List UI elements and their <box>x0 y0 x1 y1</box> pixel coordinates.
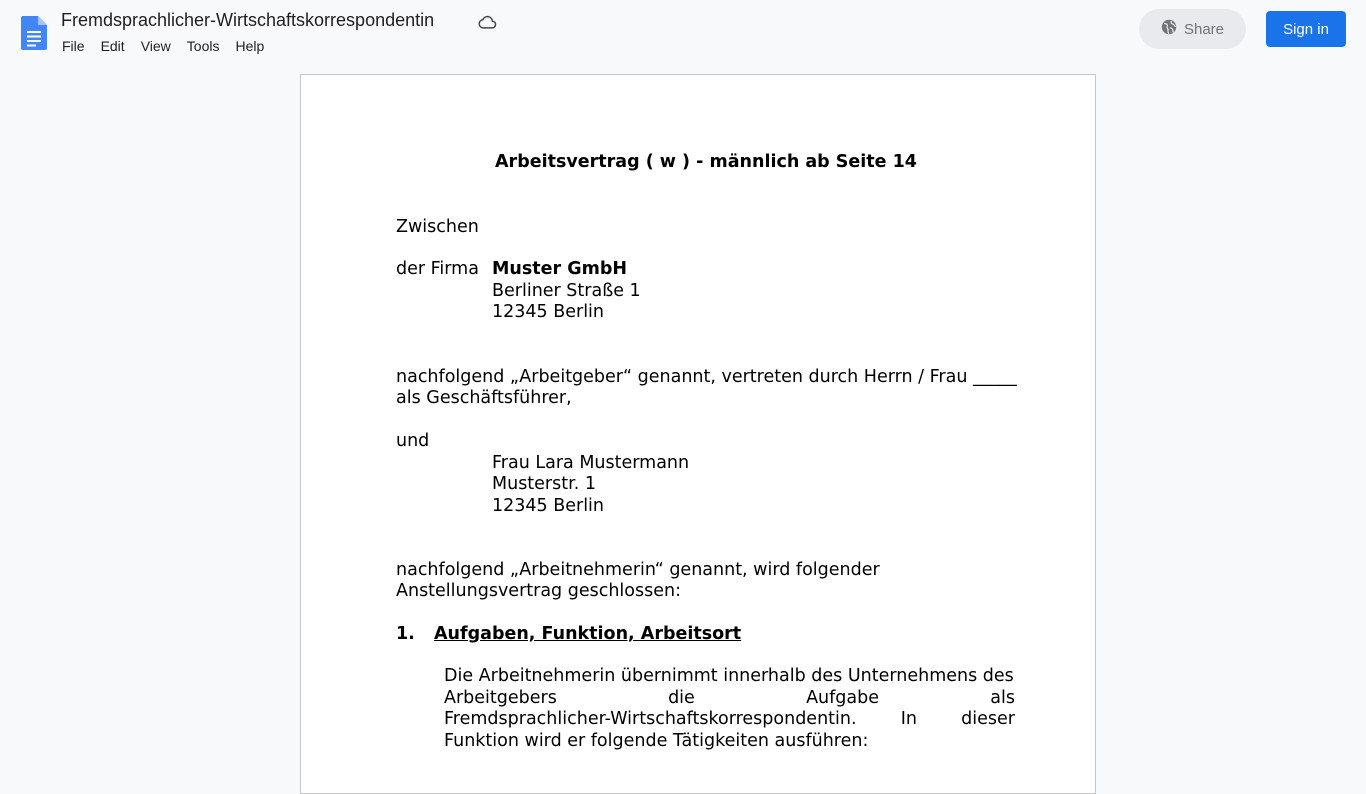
paragraph-word: dieser <box>961 709 1015 729</box>
paragraph-line <box>444 666 1015 688</box>
cloud-status-icon[interactable] <box>477 13 497 36</box>
employer-street: Berliner Straße 1 <box>492 281 641 301</box>
paragraph-word: Arbeitgebers <box>444 687 557 708</box>
paragraph-word: In <box>900 709 917 729</box>
employer-name: Muster GmbH <box>492 259 628 279</box>
document-title[interactable]: Fremdsprachlicher-Wirtschaftskorrespondentin <box>61 10 435 30</box>
globe-icon <box>1161 19 1177 39</box>
paragraph-word: als <box>990 687 1015 708</box>
employer-description-line: als Geschäftsführer, <box>396 388 572 408</box>
paragraph-word: Aufgabe <box>806 687 880 708</box>
employee-name: Frau Lara Mustermann <box>492 453 690 473</box>
and-text: und <box>396 431 430 451</box>
document-page[interactable] <box>300 74 1096 794</box>
paragraph-word: Die Arbeitnehmerin übernimmt innerhalb des Unternehmens des <box>444 666 1014 686</box>
paragraph-word: die <box>668 687 695 708</box>
employee-description-line: Anstellungsvertrag geschlossen: <box>396 581 681 601</box>
paragraph-line <box>444 688 1015 710</box>
sign-in-button[interactable]: Sign in <box>1266 11 1346 47</box>
share-label: Share <box>1183 20 1225 38</box>
paragraph-line <box>444 731 1015 753</box>
section-paragraph <box>444 666 1015 752</box>
menu-file[interactable]: File <box>62 38 85 54</box>
paragraph-word: Fremdsprachlicher-Wirtschaftskorrespondentin. <box>444 709 857 729</box>
menu-bar <box>54 36 272 56</box>
paragraph-line <box>444 709 1015 731</box>
employee-street: Musterstr. 1 <box>492 474 596 494</box>
menu-view[interactable]: View <box>140 38 171 54</box>
paragraph-word: Funktion wird er folgende Tätigkeiten ausführen: <box>444 730 869 751</box>
menu-edit[interactable]: Edit <box>100 38 125 54</box>
app-header <box>0 0 1366 62</box>
section-heading: Aufgaben, Funktion, Arbeitsort <box>434 624 742 644</box>
employee-description-line: nachfolgend „Arbeitnehmerin“ genannt, wird folgender <box>396 560 880 580</box>
menu-tools[interactable]: Tools <box>186 38 220 54</box>
section-number: 1. <box>396 624 415 644</box>
document-heading: Arbeitsvertrag ( w ) - männlich ab Seite 14 <box>495 152 917 172</box>
employer-city: 12345 Berlin <box>492 302 605 322</box>
employer-label: der Firma <box>396 259 479 279</box>
between-text: Zwischen <box>396 217 479 237</box>
share-button[interactable] <box>1139 9 1246 49</box>
menu-help[interactable]: Help <box>235 38 265 54</box>
employer-description-line: nachfolgend „Arbeitgeber“ genannt, vertreten durch Herrn / Frau _____ <box>396 367 1017 387</box>
docs-logo-icon[interactable] <box>21 16 47 55</box>
employee-city: 12345 Berlin <box>492 496 605 516</box>
